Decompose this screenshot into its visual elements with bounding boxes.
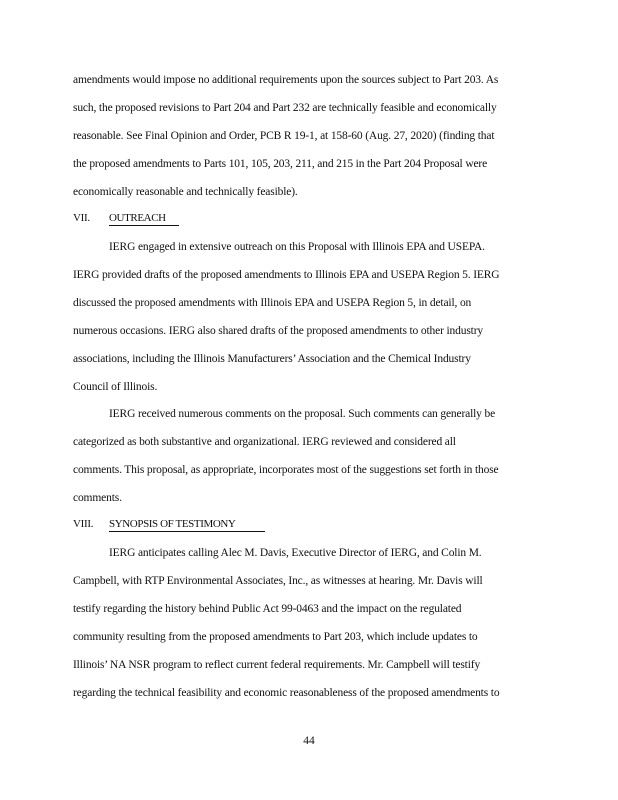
text-line: the proposed amendments to Parts 101, 105, 203, 211, and 215 in the Part 204 Proposal were	[73, 158, 488, 170]
text-line: amendments would impose no additional requirements upon the sources subject to Part 203. As	[73, 74, 499, 86]
text-line: numerous occasions. IERG also shared drafts of the proposed amendments to other industry	[73, 325, 483, 337]
text-line: discussed the proposed amendments with Illinois EPA and USEPA Region 5, in detail, on	[73, 297, 472, 309]
text-line: IERG received numerous comments on the proposal. Such comments can generally be	[109, 408, 496, 420]
text-line: community resulting from the proposed amendments to Part 203, which include updates to	[73, 631, 478, 643]
heading-underline	[109, 531, 265, 532]
text-line: categorized as both substantive and organizational. IERG reviewed and considered all	[73, 436, 456, 448]
text-line: Campbell, with RTP Environmental Associates, Inc., as witnesses at hearing. Mr. Davis will	[73, 575, 483, 587]
text-line: comments. This proposal, as appropriate, incorporates most of the suggestions set forth in those	[73, 464, 499, 476]
section-number: VIII.	[73, 518, 94, 530]
text-line: IERG engaged in extensive outreach on this Proposal with Illinois EPA and USEPA.	[109, 241, 485, 253]
text-line: regarding the technical feasibility and economic reasonableness of the proposed amendments to	[73, 687, 500, 699]
text-line: Illinois’ NA NSR program to reflect current federal requirements. Mr. Campbell will testify	[73, 659, 481, 671]
text-line: Council of Illinois.	[73, 381, 158, 393]
text-line: IERG anticipates calling Alec M. Davis, Executive Director of IERG, and Colin M.	[109, 547, 482, 559]
page-number: 44	[303, 735, 315, 747]
section-number: VII.	[73, 212, 90, 224]
text-line: testify regarding the history behind Public Act 99-0463 and the impact on the regulated	[73, 603, 462, 615]
heading-underline	[109, 225, 179, 226]
text-line: reasonable. See Final Opinion and Order, PCB R 19-1, at 158-60 (Aug. 27, 2020) (finding that	[73, 130, 495, 142]
text-line: economically reasonable and technically feasible).	[73, 186, 298, 198]
text-line: comments.	[73, 492, 122, 504]
section-heading: SYNOPSIS OF TESTIMONY	[109, 518, 236, 530]
text-line: such, the proposed revisions to Part 204 and Part 232 are technically feasible and economically	[73, 102, 497, 114]
text-line: IERG provided drafts of the proposed amendments to Illinois EPA and USEPA Region 5. IERG	[73, 269, 500, 281]
text-line: associations, including the Illinois Manufacturers’ Association and the Chemical Industry	[73, 353, 471, 365]
section-heading: OUTREACH	[109, 212, 166, 224]
